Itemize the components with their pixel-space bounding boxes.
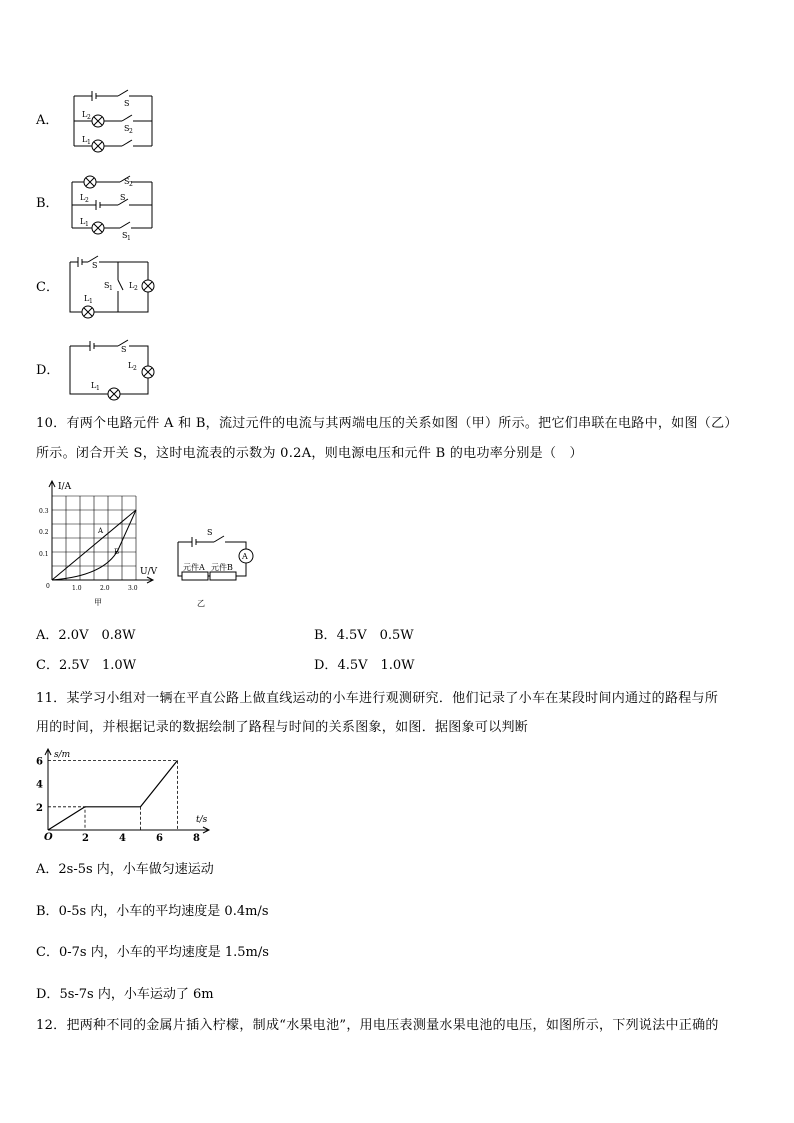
svg-text:S: S [207, 528, 213, 537]
q11-stem-line1: 11．某学习小组对一辆在平直公路上做直线运动的小车进行观测研究．他们记录了小车在某段时间内通过的路程与所 [36, 691, 719, 706]
svg-text:2.0: 2.0 [100, 585, 110, 592]
x-tick-label: 6 [156, 833, 163, 844]
svg-text:L: L [91, 381, 97, 390]
svg-text:0.1: 0.1 [39, 551, 49, 558]
svg-text:L: L [80, 193, 86, 202]
q9-option-c-letter[interactable]: C． [36, 280, 59, 295]
st-guide-line [48, 760, 178, 830]
q11-option-c[interactable]: C．0-7s 内，小车的平均速度是 1.5m/s [36, 945, 269, 960]
q11-option-d[interactable]: D．5s-7s 内，小车运动了 6m [36, 987, 214, 1002]
svg-text:0.3: 0.3 [39, 508, 49, 515]
q11-stem-line2: 用的时间，并根据记录的数据绘制了路程与时间的关系图象，如图．据图象可以判断 [36, 720, 529, 735]
q10-option-a[interactable]: A．2.0V 0.8W [36, 628, 136, 643]
svg-text:0: 0 [46, 583, 50, 590]
q11-option-a[interactable]: A．2s-5s 内，小车做匀速运动 [36, 862, 214, 877]
svg-text:2: 2 [129, 128, 133, 135]
svg-text:1: 1 [85, 221, 89, 228]
q9-circuit-c [66, 252, 158, 322]
svg-text:A: A [242, 552, 248, 561]
svg-text:1.0: 1.0 [72, 585, 82, 592]
svg-text:L: L [80, 217, 86, 226]
q10-option-c[interactable]: C．2.5V 1.0W [36, 658, 137, 673]
svg-text:乙: 乙 [197, 599, 205, 608]
svg-text:0.2: 0.2 [39, 529, 49, 536]
q9-option-b-letter[interactable]: B． [36, 196, 59, 211]
q10-series-circuit [170, 522, 260, 608]
svg-text:S: S [120, 193, 126, 202]
y-tick-label: 4 [36, 779, 43, 791]
svg-text:3.0: 3.0 [128, 585, 138, 592]
svg-text:甲: 甲 [94, 598, 102, 607]
svg-text:L: L [128, 361, 134, 370]
svg-text:S: S [92, 261, 98, 270]
svg-text:U/V: U/V [140, 567, 158, 577]
svg-text:元件A: 元件A [183, 563, 205, 572]
svg-text:L: L [129, 281, 135, 290]
svg-text:S: S [122, 231, 128, 240]
q9-circuit-d [66, 336, 160, 402]
svg-text:2: 2 [129, 181, 133, 188]
svg-text:t/s: t/s [196, 815, 208, 825]
q11-st-graph [30, 746, 210, 842]
svg-text:元件B: 元件B [211, 563, 233, 572]
svg-text:S: S [124, 177, 130, 186]
q10-stem-line1: 10．有两个电路元件 A 和 B，流过元件的电流与其两端电压的关系如图（甲）所示。把它们串联在电路中，如图（乙） [36, 416, 738, 431]
q9-option-d-letter[interactable]: D． [36, 363, 60, 378]
q10-iu-graph [34, 478, 164, 608]
q12-stem-line1: 12．把两种不同的金属片插入柠檬，制成“水果电池”，用电压表测量水果电池的电压，如图所示，下列说法中正确的 [36, 1018, 719, 1033]
y-tick-label: 2 [36, 802, 43, 814]
svg-text:B: B [114, 548, 120, 556]
svg-text:1: 1 [89, 298, 93, 305]
q10-option-b[interactable]: B．4.5V 0.5W [314, 628, 414, 643]
svg-text:1: 1 [109, 285, 113, 292]
y-tick-label: 6 [36, 756, 43, 768]
q10-stem-line2: 所示。闭合开关 S，这时电流表的示数为 0.2A，则电源电压和元件 B 的电功率分别是（ ） [36, 446, 583, 461]
svg-text:2: 2 [85, 197, 89, 204]
st-segment [48, 807, 85, 830]
svg-text:L: L [84, 294, 90, 303]
svg-text:O: O [44, 832, 53, 843]
svg-text:I/A: I/A [58, 482, 72, 492]
svg-text:S: S [104, 281, 110, 290]
svg-text:2: 2 [134, 285, 138, 292]
svg-text:A: A [98, 527, 104, 535]
q10-option-d[interactable]: D．4.5V 1.0W [314, 658, 415, 673]
svg-text:s/m: s/m [54, 750, 71, 760]
label-l1: L [82, 135, 88, 144]
label-s: S [124, 99, 130, 108]
svg-text:S: S [121, 345, 127, 354]
x-tick-label: 2 [82, 833, 89, 844]
q9-circuit-b [66, 170, 158, 240]
x-tick-label: 8 [193, 833, 200, 844]
svg-text:2: 2 [133, 365, 137, 372]
q9-circuit-a [66, 86, 158, 152]
svg-text:2: 2 [87, 114, 91, 121]
svg-text:1: 1 [127, 235, 131, 242]
svg-text:1: 1 [87, 139, 91, 146]
q9-option-a-letter[interactable]: A． [36, 113, 59, 128]
st-segment [141, 760, 178, 806]
label-s2: S [124, 124, 130, 133]
label-l2: L [82, 110, 88, 119]
svg-text:1: 1 [96, 385, 100, 392]
x-tick-label: 4 [119, 833, 126, 844]
q11-option-b[interactable]: B．0-5s 内，小车的平均速度是 0.4m/s [36, 904, 269, 919]
